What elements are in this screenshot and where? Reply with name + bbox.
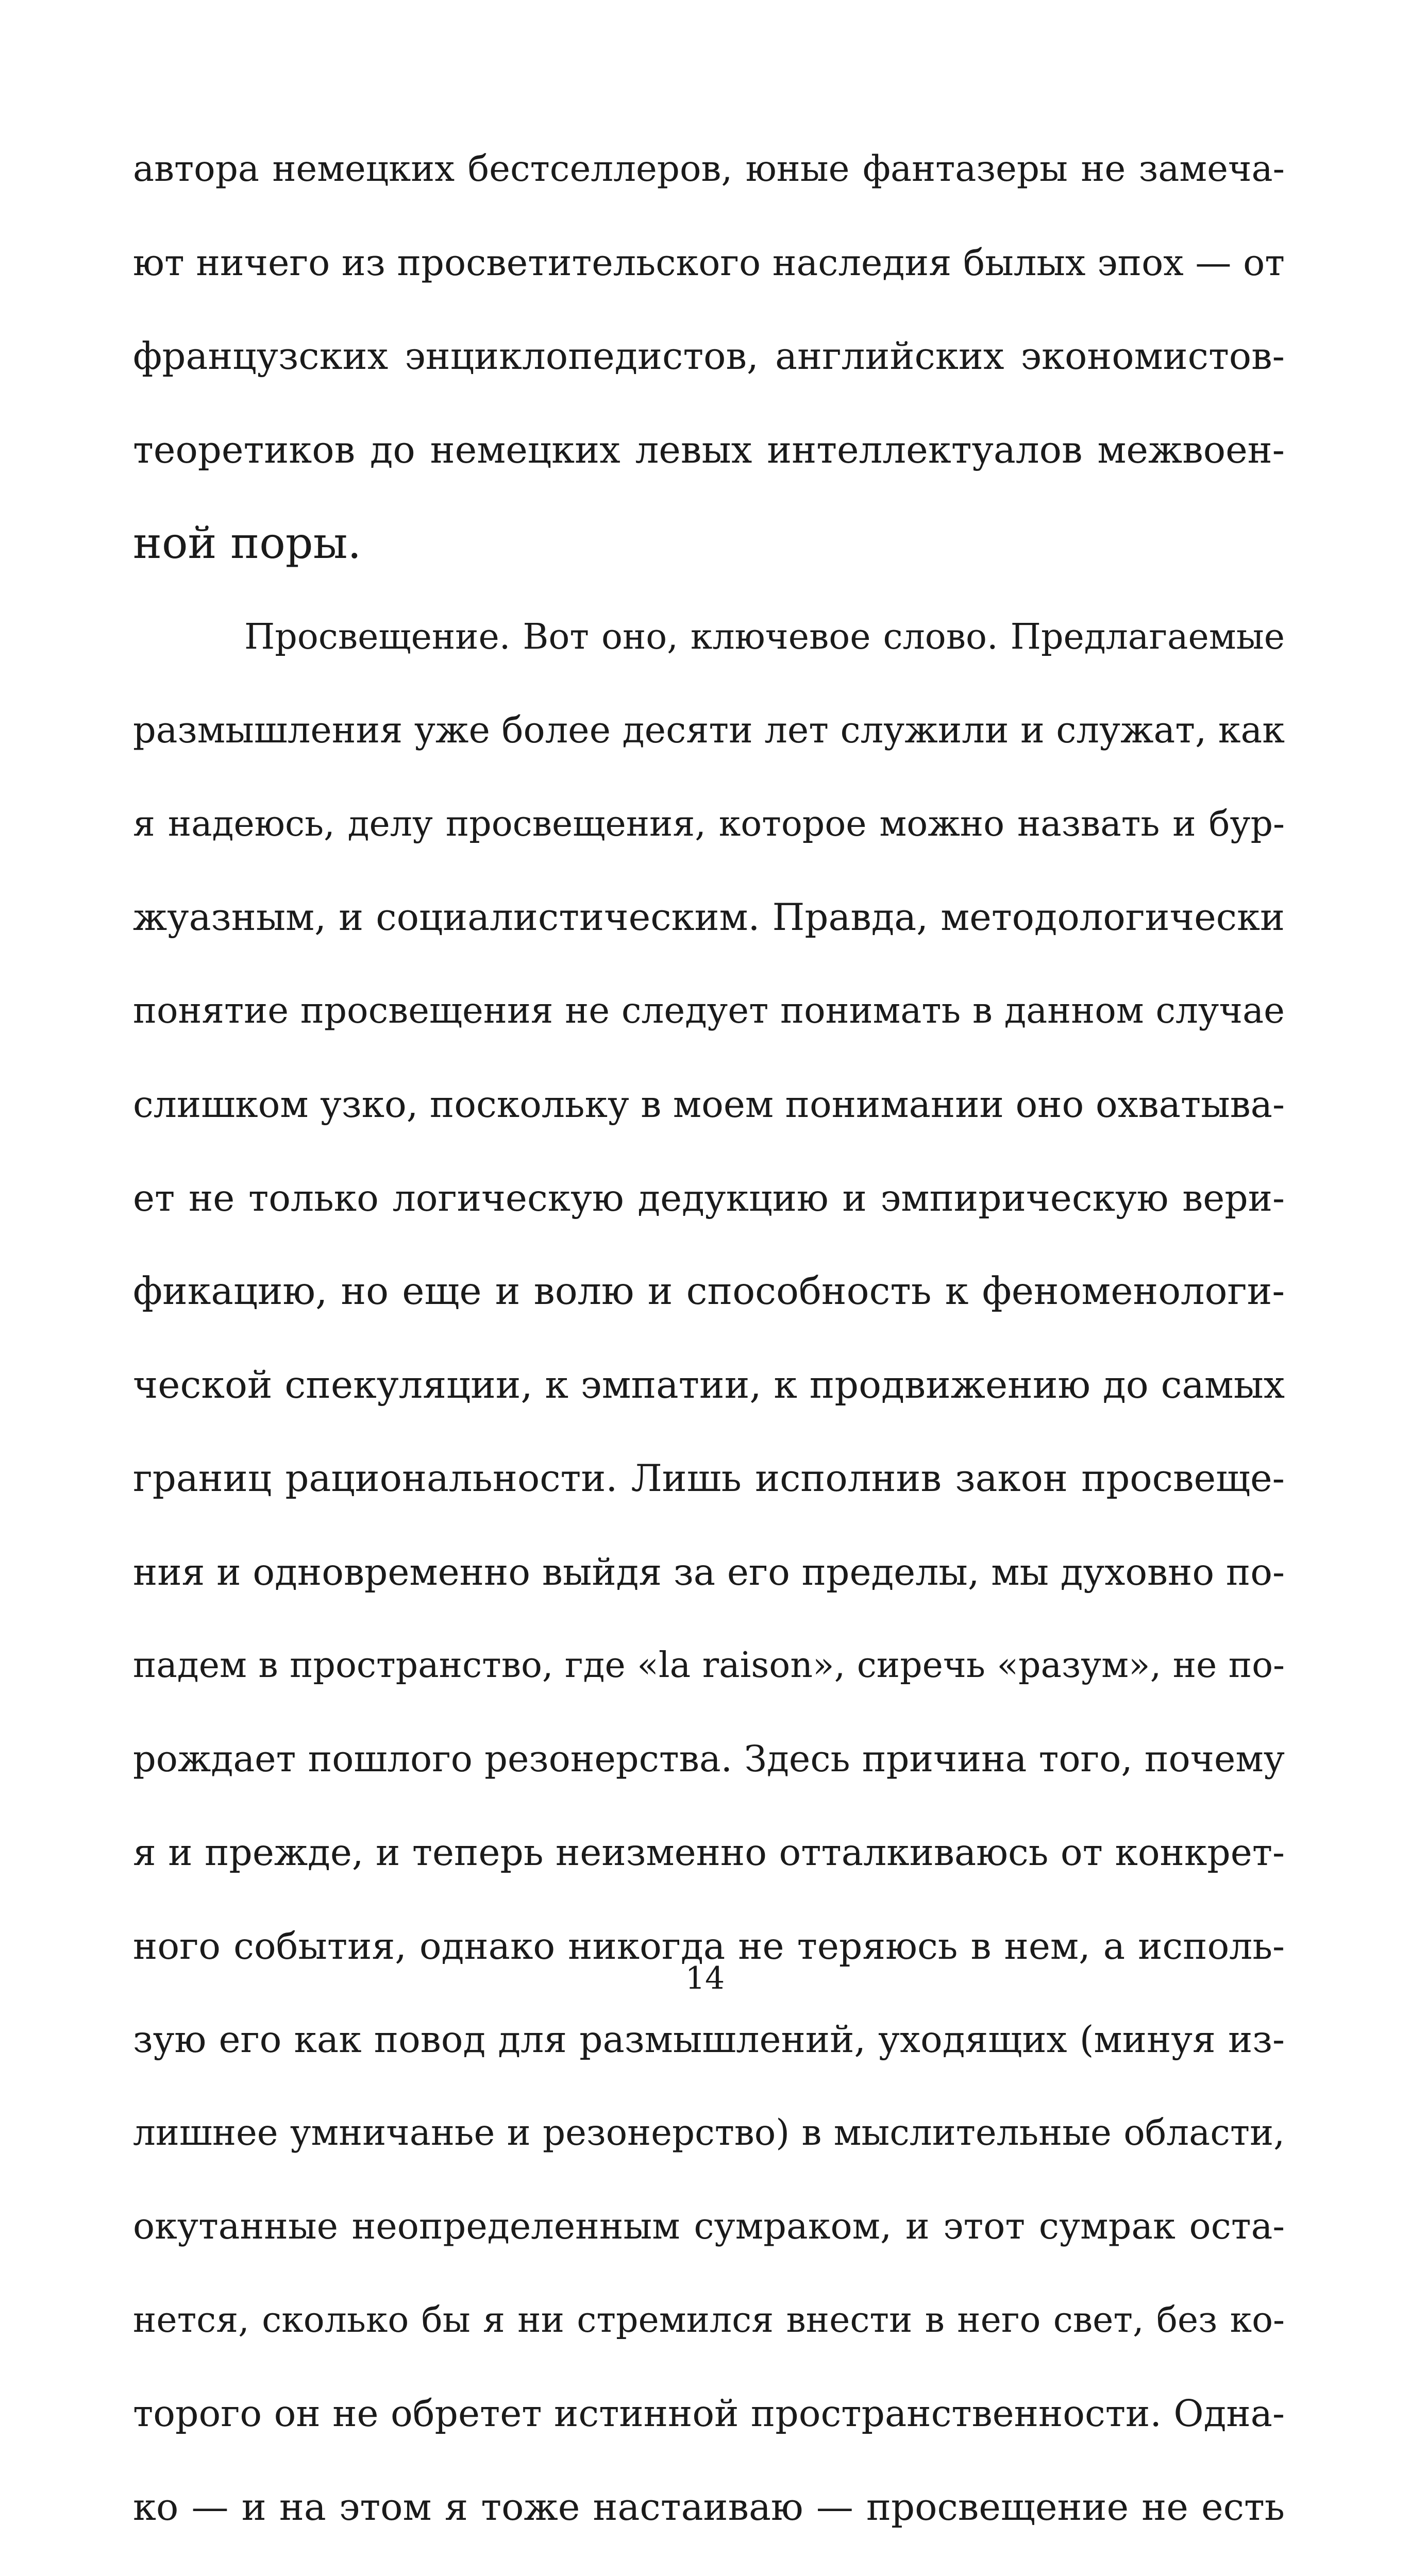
text-line: ко — и на этом я тоже настаиваю — просвещение не есть	[133, 2485, 1285, 2529]
text-line: размышления уже более десяти лет служили и служат, как	[133, 709, 1285, 751]
text-line: французских энциклопедистов, английских экономистов-	[133, 334, 1285, 378]
text-line: слишком узко, поскольку в моем понимании оно охватыва-	[133, 1083, 1285, 1126]
text-line: ного события, однако никогда не теряюсь в нем, а исполь-	[133, 1924, 1285, 1968]
text-line: автора немецких бестселлеров, юные фантазеры не замеча-	[133, 148, 1285, 190]
text-line: Просвещение. Вот оно, ключевое слово. Предлагаемые	[244, 616, 1285, 657]
text-line: ческой спекуляции, к эмпатии, к продвижению до самых	[133, 1363, 1285, 1407]
text-line: я надеюсь, делу просвещения, которое можно назвать и бур-	[133, 803, 1285, 844]
text-line: торого он не обретет истинной пространственности. Одна-	[133, 2392, 1285, 2435]
text-line: ет не только логическую дедукцию и эмпирическую вери-	[133, 1176, 1285, 1219]
text-line: окутанные неопределенным сумраком, и этот сумрак оста-	[133, 2205, 1285, 2247]
text-line: фикацию, но еще и волю и способность к феноменологи-	[133, 1269, 1285, 1313]
text-line	[133, 2554, 1285, 2576]
text-line: я и прежде, и теперь неизменно отталкиваюсь от конкрет-	[133, 1831, 1285, 1874]
text-line: рождает пошлого резонерства. Здесь причина того, почему	[133, 1737, 1285, 1780]
text-line: жуазным, и социалистическим. Правда, методологически	[133, 895, 1285, 939]
body-text	[133, 123, 1285, 2576]
text-line: зую его как повод для размышлений, уходящих (минуя из-	[133, 2018, 1285, 2061]
page-number: 14	[685, 1960, 725, 1996]
text-line: падем в пространство, где «la raison», сиречь «разум», не по-	[133, 1645, 1285, 1686]
text-line: ют ничего из просветительского наследия былых эпох — от	[133, 241, 1285, 284]
text-line: ния и одновременно выйдя за его пределы, мы духовно по-	[133, 1550, 1285, 1594]
text-line: границ рациональности. Лишь исполнив закон просвеще-	[133, 1456, 1285, 1500]
text-line: ной поры.	[133, 518, 362, 568]
text-line: теоретиков до немецких левых интеллектуалов межвоен-	[133, 428, 1285, 471]
text-line: лишнее умничанье и резонерство) в мыслительные области,	[133, 2112, 1285, 2154]
text-line: нется, сколько бы я ни стремился внести в него свет, без ко-	[133, 2299, 1285, 2341]
text-line: понятие просвещения не следует понимать в данном случае	[133, 990, 1285, 1031]
